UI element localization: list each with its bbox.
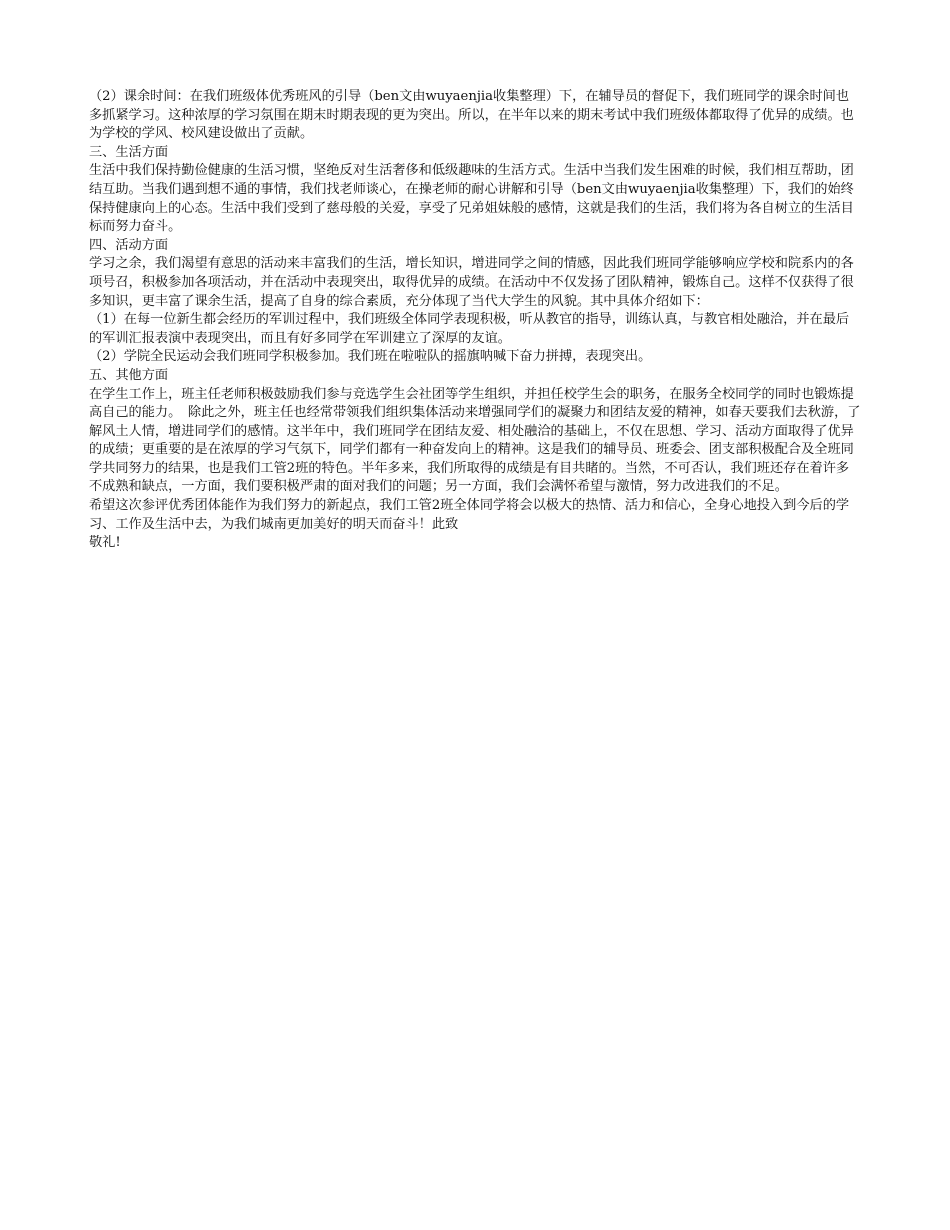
section-heading-life: 三、生活方面	[89, 144, 169, 160]
paragraph-sports-meeting: （2）学院全民运动会我们班同学积极参加。我们班在啦啦队的摇旗呐喊下奋力拼搏，表现突出。	[89, 349, 652, 365]
salutation: 敬礼!	[89, 535, 121, 551]
document-body	[89, 88, 861, 553]
paragraph-student-work: 在学生工作上，班主任老师积极鼓励我们参与竞选学生会社团等学生组织，并担任校学生会的职务，在服务全校同学的同时也锻炼提高自己的能力。 除此之外，班主任也经常带领我们组织集体活动来增强同学们的凝聚力和团结友爱的精神，如春天要我们去秋游，了解风土人情，增进同学们的感情。这半年中，我们班同学在团结友爱、相处融洽的基础上，不仅在思想、学习、活动方面取得了优异的成绩；更重要的是在浓厚的学习气氛下，同学们都有一种奋发向上的精神。这是我们的辅导员、班委会、团支部积极配合及全班同学共同努力的结果，也是我们工管2班的特色。半年多来，我们所取得的成绩是有目共睹的。当然，不可否认，我们班还存在着许多不成熟和缺点，一方面，我们要积极严肃的面对我们的问题；另一方面，我们会满怀希望与激情，努力改进我们的不足。	[89, 386, 861, 495]
section-heading-activities: 四、活动方面	[89, 237, 169, 253]
paragraph-activities: 学习之余，我们渴望有意思的活动来丰富我们的生活，增长知识，增进同学之间的情感，因此我们班同学能够响应学校和院系内的各项号召，积极参加各项活动，并在活动中表现突出，取得优异的成绩。在活动中不仅发扬了团队精神，锻炼自己。这样不仅获得了很多知识，更丰富了课余生活，提高了自身的综合素质，充分体现了当代大学生的风貌。其中具体介绍如下：	[89, 256, 854, 309]
section-heading-other: 五、其他方面	[89, 367, 169, 383]
paragraph-closing: 希望这次参评优秀团体能作为我们努力的新起点，我们工管2班全体同学将会以极大的热情、活力和信心，全身心地投入到今后的学习、工作及生活中去，为我们城南更加美好的明天而奋斗！此致	[89, 498, 850, 532]
paragraph-after-school-time: （2）课余时间：在我们班级体优秀班风的引导（ben文由wuyaenjia收集整理）下，在辅导员的督促下，我们班同学的课余时间也多抓紧学习。这种浓厚的学习氛围在期末时期表现的更为突出。所以，在半年以来的期末考试中我们班级体都取得了优异的成绩。也为学校的学风、校风建设做出了贡献。	[89, 89, 854, 142]
paragraph-life: 生活中我们保持勤俭健康的生活习惯，坚绝反对生活奢侈和低级趣味的生活方式。生活中当我们发生困难的时候，我们相互帮助，团结互助。当我们遇到想不通的事情，我们找老师谈心，在操老师的耐心讲解和引导（ben文由wuyaenjia收集整理）下，我们的始终保持健康向上的心态。生活中我们受到了慈母般的关爱，享受了兄弟姐妹般的感情，这就是我们的生活，我们将为各自树立的生活目标而努力奋斗。	[89, 163, 854, 235]
paragraph-military-training: （1）在每一位新生都会经历的军训过程中，我们班级全体同学表现积极，听从教官的指导，训练认真，与教官相处融洽，并在最后的军训汇报表演中表现突出，而且有好多同学在军训建立了深厚的友谊。	[89, 312, 850, 346]
